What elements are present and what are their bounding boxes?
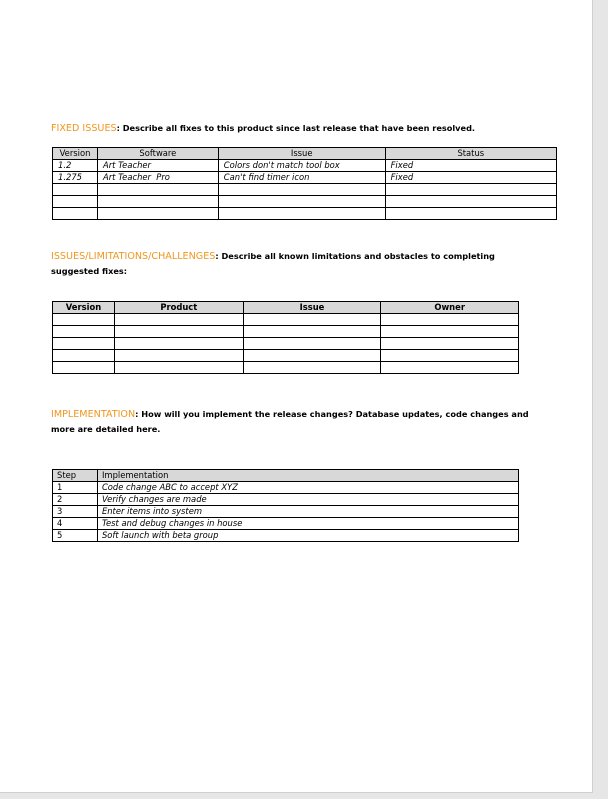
implementation-heading bbox=[51, 407, 531, 436]
table-header-row bbox=[53, 302, 519, 314]
column-header-implementation: Implementation bbox=[97, 470, 518, 482]
column-header-step: Step bbox=[53, 470, 98, 482]
cell-step: 2 bbox=[53, 494, 98, 506]
cell-implementation: Enter items into system bbox=[97, 506, 518, 518]
table-row bbox=[53, 362, 519, 374]
column-header-version: Version bbox=[53, 302, 115, 314]
cell-step: 4 bbox=[53, 518, 98, 530]
fixed-issues-table bbox=[52, 147, 557, 220]
cell-empty bbox=[381, 362, 519, 374]
cell-empty bbox=[53, 208, 98, 220]
cell-empty bbox=[218, 208, 385, 220]
table-header-row bbox=[53, 470, 519, 482]
cell-empty bbox=[243, 362, 381, 374]
cell-empty bbox=[381, 350, 519, 362]
table-row bbox=[53, 494, 519, 506]
column-header-software: Software bbox=[97, 148, 218, 160]
cell-empty bbox=[97, 208, 218, 220]
cell-software: Art Teacher bbox=[97, 160, 218, 172]
cell-empty bbox=[53, 350, 115, 362]
limitations-description: : Describe all known limitations and obstacles to completing suggested fixes: bbox=[51, 251, 495, 276]
table-row bbox=[53, 160, 557, 172]
cell-empty bbox=[114, 314, 243, 326]
cell-empty bbox=[53, 362, 115, 374]
cell-empty bbox=[97, 196, 218, 208]
cell-status: Fixed bbox=[385, 172, 556, 184]
cell-implementation: Verify changes are made bbox=[97, 494, 518, 506]
cell-empty bbox=[243, 350, 381, 362]
limitations-heading bbox=[51, 249, 531, 278]
table-row bbox=[53, 530, 519, 542]
cell-issue: Colors don't match tool box bbox=[218, 160, 385, 172]
cell-empty bbox=[381, 338, 519, 350]
column-header-product: Product bbox=[114, 302, 243, 314]
fixed-issues-title: FIXED ISSUES bbox=[51, 123, 117, 134]
table-row bbox=[53, 184, 557, 196]
cell-implementation: Test and debug changes in house bbox=[97, 518, 518, 530]
column-header-owner: Owner bbox=[381, 302, 519, 314]
cell-empty bbox=[114, 350, 243, 362]
table-row bbox=[53, 338, 519, 350]
cell-version: 1.275 bbox=[53, 172, 98, 184]
cell-empty bbox=[218, 196, 385, 208]
limitations-table bbox=[52, 301, 519, 374]
table-row bbox=[53, 208, 557, 220]
cell-step: 1 bbox=[53, 482, 98, 494]
table-row bbox=[53, 314, 519, 326]
cell-empty bbox=[53, 184, 98, 196]
cell-software: Art Teacher Pro bbox=[97, 172, 218, 184]
column-header-status: Status bbox=[385, 148, 556, 160]
table-row bbox=[53, 482, 519, 494]
cell-status: Fixed bbox=[385, 160, 556, 172]
cell-empty bbox=[53, 196, 98, 208]
column-header-version: Version bbox=[53, 148, 98, 160]
cell-step: 3 bbox=[53, 506, 98, 518]
cell-empty bbox=[243, 326, 381, 338]
table-header-row bbox=[53, 148, 557, 160]
implementation-table bbox=[52, 469, 519, 542]
table-row bbox=[53, 506, 519, 518]
cell-empty bbox=[97, 184, 218, 196]
cell-issue: Can't find timer icon bbox=[218, 172, 385, 184]
table-row bbox=[53, 326, 519, 338]
cell-empty bbox=[114, 362, 243, 374]
cell-empty bbox=[385, 196, 556, 208]
cell-step: 5 bbox=[53, 530, 98, 542]
cell-empty bbox=[381, 326, 519, 338]
implementation-title: IMPLEMENTATION bbox=[51, 409, 136, 420]
cell-empty bbox=[243, 314, 381, 326]
fixed-issues-heading bbox=[51, 121, 531, 136]
limitations-title: ISSUES/LIMITATIONS/CHALLENGES bbox=[51, 251, 216, 262]
cell-empty bbox=[53, 338, 115, 350]
cell-empty bbox=[385, 184, 556, 196]
cell-empty bbox=[114, 338, 243, 350]
table-row bbox=[53, 350, 519, 362]
cell-implementation: Code change ABC to accept XYZ bbox=[97, 482, 518, 494]
column-header-issue: Issue bbox=[218, 148, 385, 160]
cell-implementation: Soft launch with beta group bbox=[97, 530, 518, 542]
cell-empty bbox=[381, 314, 519, 326]
table-row bbox=[53, 518, 519, 530]
cell-empty bbox=[114, 326, 243, 338]
table-row bbox=[53, 196, 557, 208]
cell-empty bbox=[218, 184, 385, 196]
cell-empty bbox=[385, 208, 556, 220]
cell-version: 1.2 bbox=[53, 160, 98, 172]
cell-empty bbox=[243, 338, 381, 350]
column-header-issue: Issue bbox=[243, 302, 381, 314]
table-row bbox=[53, 172, 557, 184]
cell-empty bbox=[53, 314, 115, 326]
cell-empty bbox=[53, 326, 115, 338]
implementation-description: : How will you implement the release changes? Database updates, code changes and more are detailed here. bbox=[51, 409, 529, 434]
fixed-issues-description: : Describe all fixes to this product since last release that have been resolved. bbox=[116, 123, 476, 133]
